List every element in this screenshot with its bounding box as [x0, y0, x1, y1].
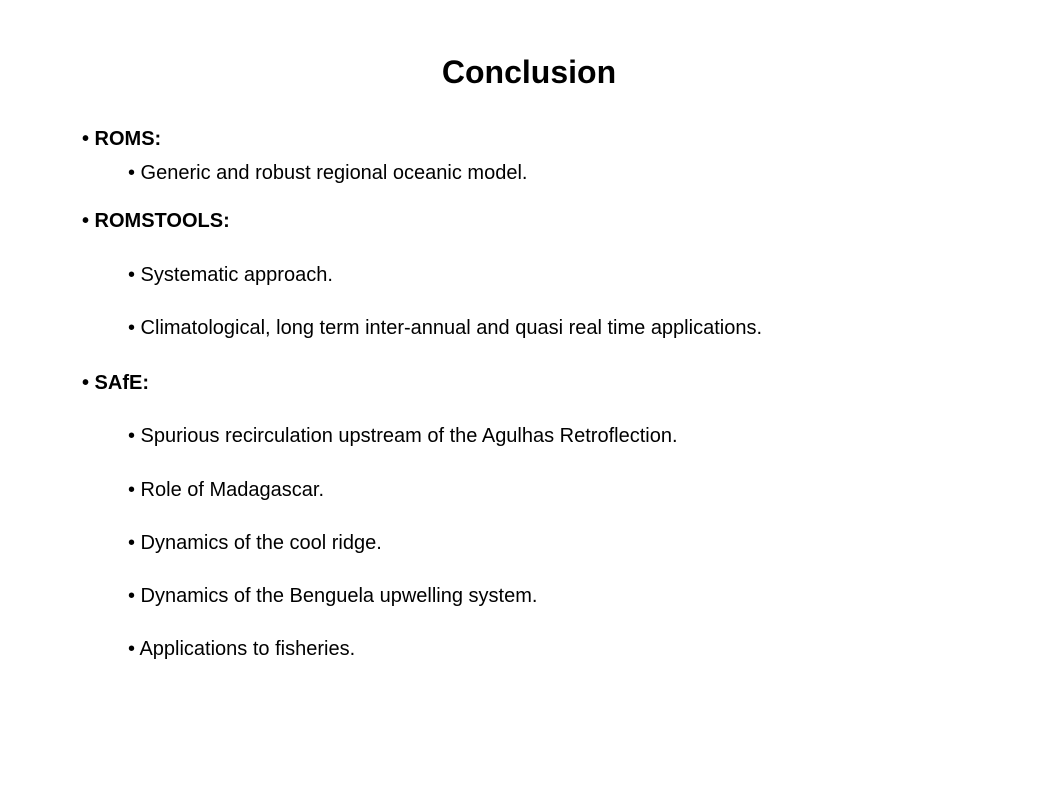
bullet-safe: • SAfE: — [82, 372, 150, 394]
sub-bullet-applications-timescales: • Climatological, long term inter-annual and quasi real time applications. — [128, 317, 762, 339]
sub-bullet-benguela: • Dynamics of the Benguela upwelling system. — [128, 585, 538, 607]
slide-title: Conclusion — [441, 54, 617, 90]
sub-bullet-madagascar: • Role of Madagascar. — [128, 479, 324, 501]
sub-bullet-cool-ridge: • Dynamics of the cool ridge. — [128, 532, 382, 554]
sub-bullet-spurious-recirculation: • Spurious recirculation upstream of the Agulhas Retroflection. — [128, 425, 678, 447]
bullet-roms: • ROMS: — [82, 128, 162, 150]
sub-bullet-fisheries: • Applications to fisheries. — [128, 638, 356, 660]
sub-bullet-generic-model: • Generic and robust regional oceanic model. — [128, 162, 528, 184]
bullet-romstools: • ROMSTOOLS: — [82, 210, 230, 232]
sub-bullet-systematic-approach: • Systematic approach. — [128, 264, 333, 286]
